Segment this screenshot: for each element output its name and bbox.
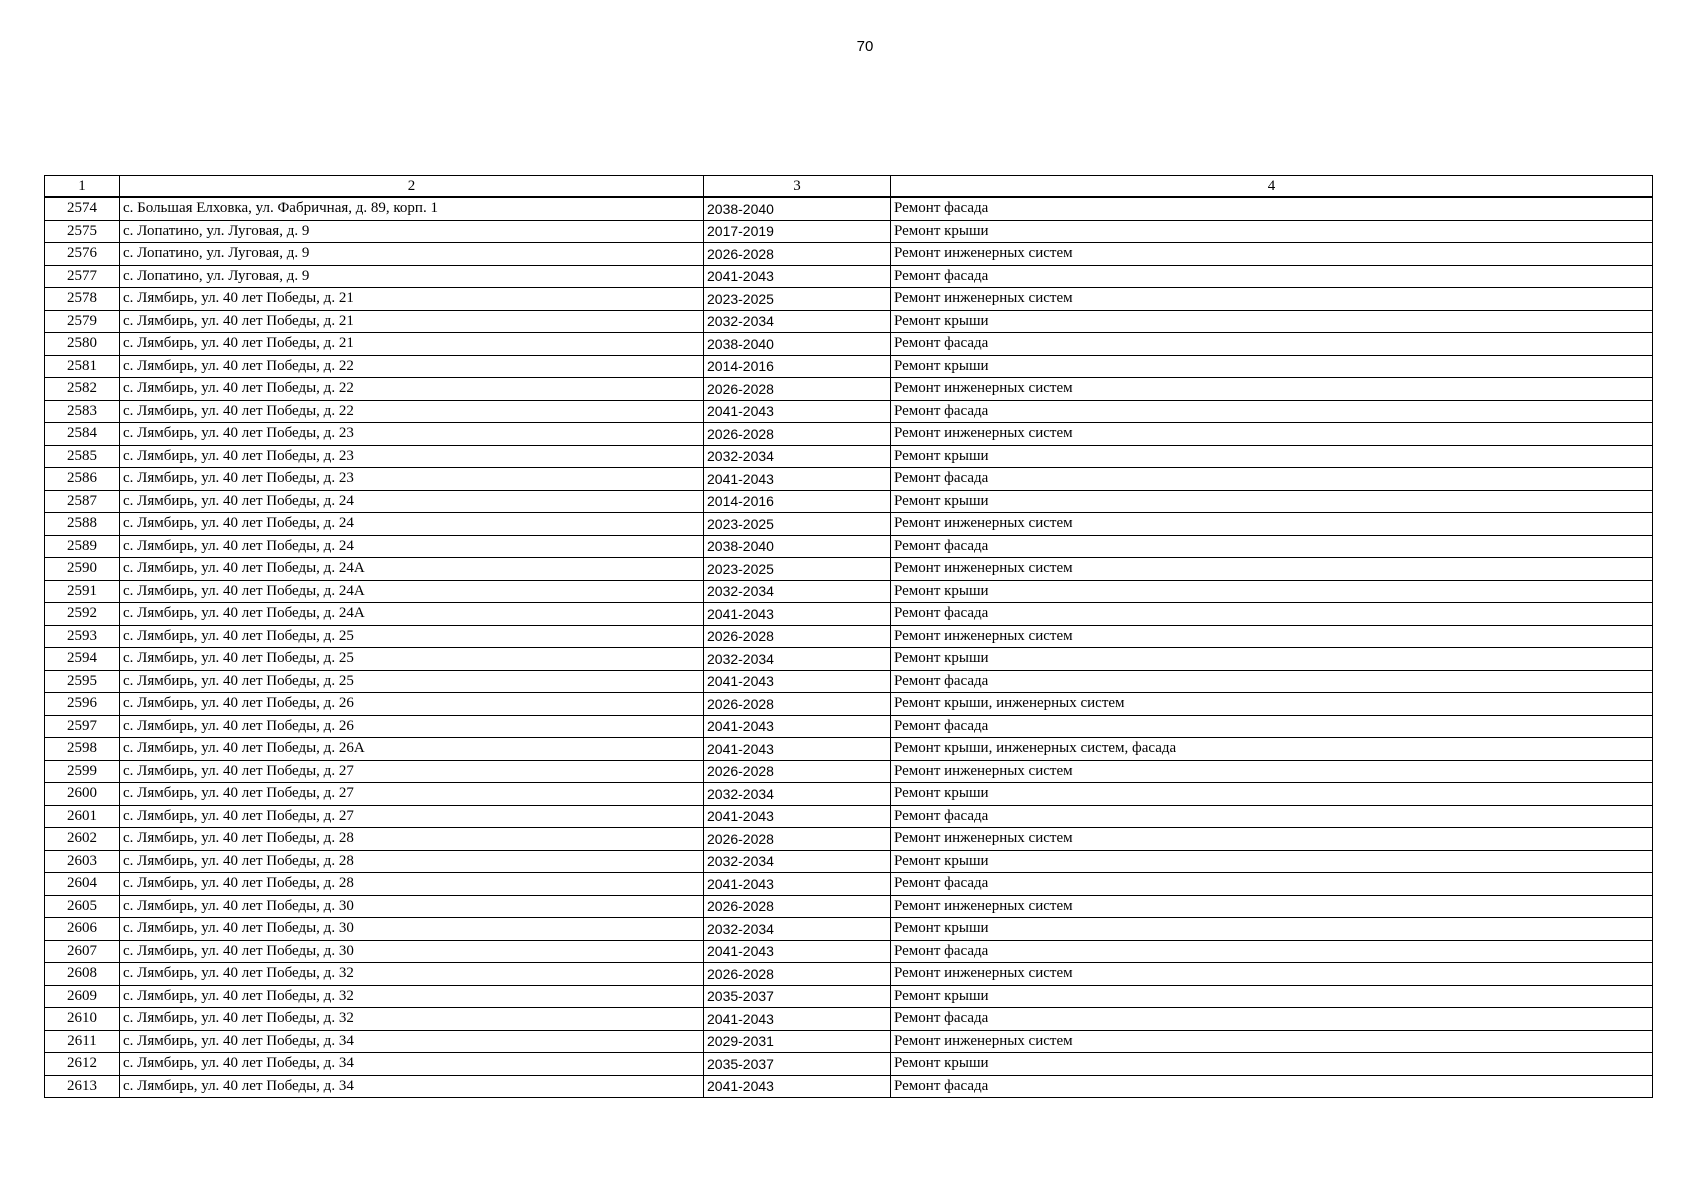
- address-cell: с. Лямбирь, ул. 40 лет Победы, д. 30: [120, 895, 704, 918]
- address-cell: с. Лямбирь, ул. 40 лет Победы, д. 22: [120, 400, 704, 423]
- row-number-cell: 2601: [45, 805, 120, 828]
- table-row: [45, 985, 1653, 1008]
- page-number: 70: [856, 38, 874, 55]
- table-row: [45, 355, 1653, 378]
- row-number-cell: 2598: [45, 738, 120, 761]
- table-row: [45, 873, 1653, 896]
- address-cell: с. Лямбирь, ул. 40 лет Победы, д. 34: [120, 1030, 704, 1053]
- work-type-cell: Ремонт крыши: [891, 490, 1653, 513]
- period-cell: 2032-2034: [704, 310, 891, 333]
- work-type-cell: Ремонт крыши: [891, 850, 1653, 873]
- work-type-cell: Ремонт фасада: [891, 805, 1653, 828]
- period-cell: 2041-2043: [704, 603, 891, 626]
- row-number-cell: 2581: [45, 355, 120, 378]
- period-cell: 2026-2028: [704, 963, 891, 986]
- period-cell: 2041-2043: [704, 940, 891, 963]
- row-number-cell: 2597: [45, 715, 120, 738]
- period-cell: 2023-2025: [704, 558, 891, 581]
- period-cell: 2023-2025: [704, 513, 891, 536]
- address-cell: с. Лопатино, ул. Луговая, д. 9: [120, 243, 704, 266]
- work-type-cell: Ремонт фасада: [891, 400, 1653, 423]
- period-cell: 2041-2043: [704, 715, 891, 738]
- row-number-cell: 2612: [45, 1053, 120, 1076]
- column-header-address: 2: [120, 176, 704, 198]
- table-row: [45, 648, 1653, 671]
- table-row: [45, 513, 1653, 536]
- table-row: [45, 197, 1653, 220]
- work-type-cell: Ремонт крыши: [891, 310, 1653, 333]
- table-body: [45, 197, 1653, 1098]
- period-cell: 2023-2025: [704, 288, 891, 311]
- period-cell: 2026-2028: [704, 693, 891, 716]
- row-number-cell: 2585: [45, 445, 120, 468]
- row-number-cell: 2599: [45, 760, 120, 783]
- work-type-cell: Ремонт крыши: [891, 985, 1653, 1008]
- address-cell: с. Лямбирь, ул. 40 лет Победы, д. 24: [120, 490, 704, 513]
- address-cell: с. Лямбирь, ул. 40 лет Победы, д. 24: [120, 535, 704, 558]
- table-row: [45, 850, 1653, 873]
- table-row: [45, 940, 1653, 963]
- address-cell: с. Лямбирь, ул. 40 лет Победы, д. 28: [120, 828, 704, 851]
- address-cell: с. Лямбирь, ул. 40 лет Победы, д. 32: [120, 963, 704, 986]
- period-cell: 2032-2034: [704, 648, 891, 671]
- column-header-period: 3: [704, 176, 891, 198]
- period-cell: 2038-2040: [704, 333, 891, 356]
- period-cell: 2038-2040: [704, 535, 891, 558]
- work-type-cell: Ремонт крыши: [891, 220, 1653, 243]
- row-number-cell: 2586: [45, 468, 120, 491]
- table-row: [45, 468, 1653, 491]
- address-cell: с. Лямбирь, ул. 40 лет Победы, д. 27: [120, 805, 704, 828]
- row-number-cell: 2600: [45, 783, 120, 806]
- period-cell: 2041-2043: [704, 468, 891, 491]
- period-cell: 2041-2043: [704, 400, 891, 423]
- work-type-cell: Ремонт инженерных систем: [891, 963, 1653, 986]
- address-cell: с. Лямбирь, ул. 40 лет Победы, д. 21: [120, 310, 704, 333]
- work-type-cell: Ремонт инженерных систем: [891, 243, 1653, 266]
- work-type-cell: Ремонт фасада: [891, 715, 1653, 738]
- row-number-cell: 2576: [45, 243, 120, 266]
- work-type-cell: Ремонт крыши, инженерных систем: [891, 693, 1653, 716]
- address-cell: с. Лямбирь, ул. 40 лет Победы, д. 24А: [120, 558, 704, 581]
- row-number-cell: 2610: [45, 1008, 120, 1031]
- table-row: [45, 828, 1653, 851]
- row-number-cell: 2590: [45, 558, 120, 581]
- column-header-work-type: 4: [891, 176, 1653, 198]
- work-type-cell: Ремонт инженерных систем: [891, 1030, 1653, 1053]
- row-number-cell: 2592: [45, 603, 120, 626]
- table-row: [45, 490, 1653, 513]
- period-cell: 2026-2028: [704, 760, 891, 783]
- address-cell: с. Лямбирь, ул. 40 лет Победы, д. 28: [120, 873, 704, 896]
- table-row: [45, 400, 1653, 423]
- table-row: [45, 715, 1653, 738]
- table-row: [45, 1008, 1653, 1031]
- row-number-cell: 2605: [45, 895, 120, 918]
- period-cell: 2041-2043: [704, 738, 891, 761]
- address-cell: с. Лямбирь, ул. 40 лет Победы, д. 24А: [120, 580, 704, 603]
- row-number-cell: 2602: [45, 828, 120, 851]
- table-row: [45, 1075, 1653, 1098]
- work-type-cell: Ремонт инженерных систем: [891, 288, 1653, 311]
- address-cell: с. Лямбирь, ул. 40 лет Победы, д. 23: [120, 423, 704, 446]
- row-number-cell: 2583: [45, 400, 120, 423]
- address-cell: с. Лямбирь, ул. 40 лет Победы, д. 26: [120, 715, 704, 738]
- row-number-cell: 2579: [45, 310, 120, 333]
- address-cell: с. Лопатино, ул. Луговая, д. 9: [120, 265, 704, 288]
- table-row: [45, 445, 1653, 468]
- work-type-cell: Ремонт инженерных систем: [891, 895, 1653, 918]
- address-cell: с. Лямбирь, ул. 40 лет Победы, д. 27: [120, 760, 704, 783]
- work-type-cell: Ремонт фасада: [891, 535, 1653, 558]
- period-cell: 2026-2028: [704, 625, 891, 648]
- address-cell: с. Лямбирь, ул. 40 лет Победы, д. 24А: [120, 603, 704, 626]
- period-cell: 2041-2043: [704, 805, 891, 828]
- address-cell: с. Лямбирь, ул. 40 лет Победы, д. 30: [120, 918, 704, 941]
- work-type-cell: Ремонт инженерных систем: [891, 760, 1653, 783]
- table-row: [45, 738, 1653, 761]
- table-row: [45, 423, 1653, 446]
- period-cell: 2041-2043: [704, 670, 891, 693]
- row-number-cell: 2577: [45, 265, 120, 288]
- table-row: [45, 918, 1653, 941]
- work-type-cell: Ремонт фасада: [891, 940, 1653, 963]
- row-number-cell: 2574: [45, 197, 120, 220]
- address-cell: с. Лямбирь, ул. 40 лет Победы, д. 23: [120, 468, 704, 491]
- row-number-cell: 2607: [45, 940, 120, 963]
- address-cell: с. Лямбирь, ул. 40 лет Победы, д. 30: [120, 940, 704, 963]
- address-cell: с. Лямбирь, ул. 40 лет Победы, д. 34: [120, 1075, 704, 1098]
- row-number-cell: 2606: [45, 918, 120, 941]
- table-row: [45, 693, 1653, 716]
- row-number-cell: 2593: [45, 625, 120, 648]
- period-cell: 2026-2028: [704, 828, 891, 851]
- period-cell: 2026-2028: [704, 423, 891, 446]
- row-number-cell: 2587: [45, 490, 120, 513]
- table-row: [45, 333, 1653, 356]
- period-cell: 2041-2043: [704, 873, 891, 896]
- work-type-cell: Ремонт фасада: [891, 873, 1653, 896]
- address-cell: с. Лямбирь, ул. 40 лет Победы, д. 32: [120, 1008, 704, 1031]
- period-cell: 2032-2034: [704, 580, 891, 603]
- table-row: [45, 580, 1653, 603]
- period-cell: 2035-2037: [704, 1053, 891, 1076]
- table-row: [45, 558, 1653, 581]
- address-cell: с. Лопатино, ул. Луговая, д. 9: [120, 220, 704, 243]
- period-cell: 2014-2016: [704, 355, 891, 378]
- table-row: [45, 760, 1653, 783]
- address-cell: с. Лямбирь, ул. 40 лет Победы, д. 32: [120, 985, 704, 1008]
- period-cell: 2014-2016: [704, 490, 891, 513]
- address-cell: с. Лямбирь, ул. 40 лет Победы, д. 21: [120, 288, 704, 311]
- work-type-cell: Ремонт фасада: [891, 603, 1653, 626]
- table-row: [45, 378, 1653, 401]
- table-row: [45, 963, 1653, 986]
- table-header-row: [45, 176, 1653, 198]
- address-cell: с. Лямбирь, ул. 40 лет Победы, д. 24: [120, 513, 704, 536]
- row-number-cell: 2580: [45, 333, 120, 356]
- period-cell: 2032-2034: [704, 445, 891, 468]
- table-row: [45, 265, 1653, 288]
- row-number-cell: 2591: [45, 580, 120, 603]
- row-number-cell: 2575: [45, 220, 120, 243]
- address-cell: с. Лямбирь, ул. 40 лет Победы, д. 22: [120, 355, 704, 378]
- row-number-cell: 2596: [45, 693, 120, 716]
- work-type-cell: Ремонт крыши: [891, 355, 1653, 378]
- row-number-cell: 2588: [45, 513, 120, 536]
- period-cell: 2029-2031: [704, 1030, 891, 1053]
- address-cell: с. Лямбирь, ул. 40 лет Победы, д. 23: [120, 445, 704, 468]
- work-type-cell: Ремонт крыши: [891, 648, 1653, 671]
- work-type-cell: Ремонт крыши: [891, 580, 1653, 603]
- work-type-cell: Ремонт инженерных систем: [891, 423, 1653, 446]
- row-number-cell: 2578: [45, 288, 120, 311]
- period-cell: 2041-2043: [704, 1008, 891, 1031]
- table-row: [45, 310, 1653, 333]
- period-cell: 2017-2019: [704, 220, 891, 243]
- row-number-cell: 2613: [45, 1075, 120, 1098]
- period-cell: 2038-2040: [704, 197, 891, 220]
- address-cell: с. Лямбирь, ул. 40 лет Победы, д. 28: [120, 850, 704, 873]
- table-row: [45, 603, 1653, 626]
- work-type-cell: Ремонт фасада: [891, 670, 1653, 693]
- row-number-cell: 2594: [45, 648, 120, 671]
- address-cell: с. Лямбирь, ул. 40 лет Победы, д. 25: [120, 670, 704, 693]
- row-number-cell: 2595: [45, 670, 120, 693]
- table-row: [45, 243, 1653, 266]
- row-number-cell: 2582: [45, 378, 120, 401]
- row-number-cell: 2609: [45, 985, 120, 1008]
- work-type-cell: Ремонт крыши: [891, 445, 1653, 468]
- address-cell: с. Лямбирь, ул. 40 лет Победы, д. 26А: [120, 738, 704, 761]
- row-number-cell: 2584: [45, 423, 120, 446]
- address-cell: с. Лямбирь, ул. 40 лет Победы, д. 22: [120, 378, 704, 401]
- work-type-cell: Ремонт фасада: [891, 265, 1653, 288]
- period-cell: 2032-2034: [704, 783, 891, 806]
- work-type-cell: Ремонт фасада: [891, 1075, 1653, 1098]
- period-cell: 2026-2028: [704, 243, 891, 266]
- work-type-cell: Ремонт инженерных систем: [891, 828, 1653, 851]
- period-cell: 2041-2043: [704, 1075, 891, 1098]
- work-type-cell: Ремонт крыши: [891, 918, 1653, 941]
- work-type-cell: Ремонт фасада: [891, 468, 1653, 491]
- address-cell: с. Лямбирь, ул. 40 лет Победы, д. 25: [120, 625, 704, 648]
- table-row: [45, 895, 1653, 918]
- table-row: [45, 1053, 1653, 1076]
- work-type-cell: Ремонт инженерных систем: [891, 625, 1653, 648]
- table-row: [45, 288, 1653, 311]
- work-type-cell: Ремонт фасада: [891, 197, 1653, 220]
- table-row: [45, 670, 1653, 693]
- period-cell: 2032-2034: [704, 850, 891, 873]
- work-type-cell: Ремонт инженерных систем: [891, 513, 1653, 536]
- work-type-cell: Ремонт крыши: [891, 1053, 1653, 1076]
- period-cell: 2026-2028: [704, 378, 891, 401]
- work-type-cell: Ремонт инженерных систем: [891, 558, 1653, 581]
- address-cell: с. Лямбирь, ул. 40 лет Победы, д. 21: [120, 333, 704, 356]
- address-cell: с. Лямбирь, ул. 40 лет Победы, д. 34: [120, 1053, 704, 1076]
- period-cell: 2032-2034: [704, 918, 891, 941]
- table-row: [45, 625, 1653, 648]
- table-row: [45, 220, 1653, 243]
- table-row: [45, 535, 1653, 558]
- row-number-cell: 2608: [45, 963, 120, 986]
- column-header-number: 1: [45, 176, 120, 198]
- row-number-cell: 2604: [45, 873, 120, 896]
- work-type-cell: Ремонт инженерных систем: [891, 378, 1653, 401]
- table-row: [45, 783, 1653, 806]
- address-cell: с. Лямбирь, ул. 40 лет Победы, д. 26: [120, 693, 704, 716]
- table-row: [45, 805, 1653, 828]
- work-type-cell: Ремонт крыши, инженерных систем, фасада: [891, 738, 1653, 761]
- repair-schedule-table: [44, 175, 1653, 1098]
- row-number-cell: 2603: [45, 850, 120, 873]
- row-number-cell: 2611: [45, 1030, 120, 1053]
- row-number-cell: 2589: [45, 535, 120, 558]
- table-row: [45, 1030, 1653, 1053]
- period-cell: 2041-2043: [704, 265, 891, 288]
- work-type-cell: Ремонт фасада: [891, 333, 1653, 356]
- address-cell: с. Лямбирь, ул. 40 лет Победы, д. 25: [120, 648, 704, 671]
- work-type-cell: Ремонт фасада: [891, 1008, 1653, 1031]
- address-cell: с. Большая Елховка, ул. Фабричная, д. 89, корп. 1: [120, 197, 704, 220]
- address-cell: с. Лямбирь, ул. 40 лет Победы, д. 27: [120, 783, 704, 806]
- work-type-cell: Ремонт крыши: [891, 783, 1653, 806]
- period-cell: 2026-2028: [704, 895, 891, 918]
- period-cell: 2035-2037: [704, 985, 891, 1008]
